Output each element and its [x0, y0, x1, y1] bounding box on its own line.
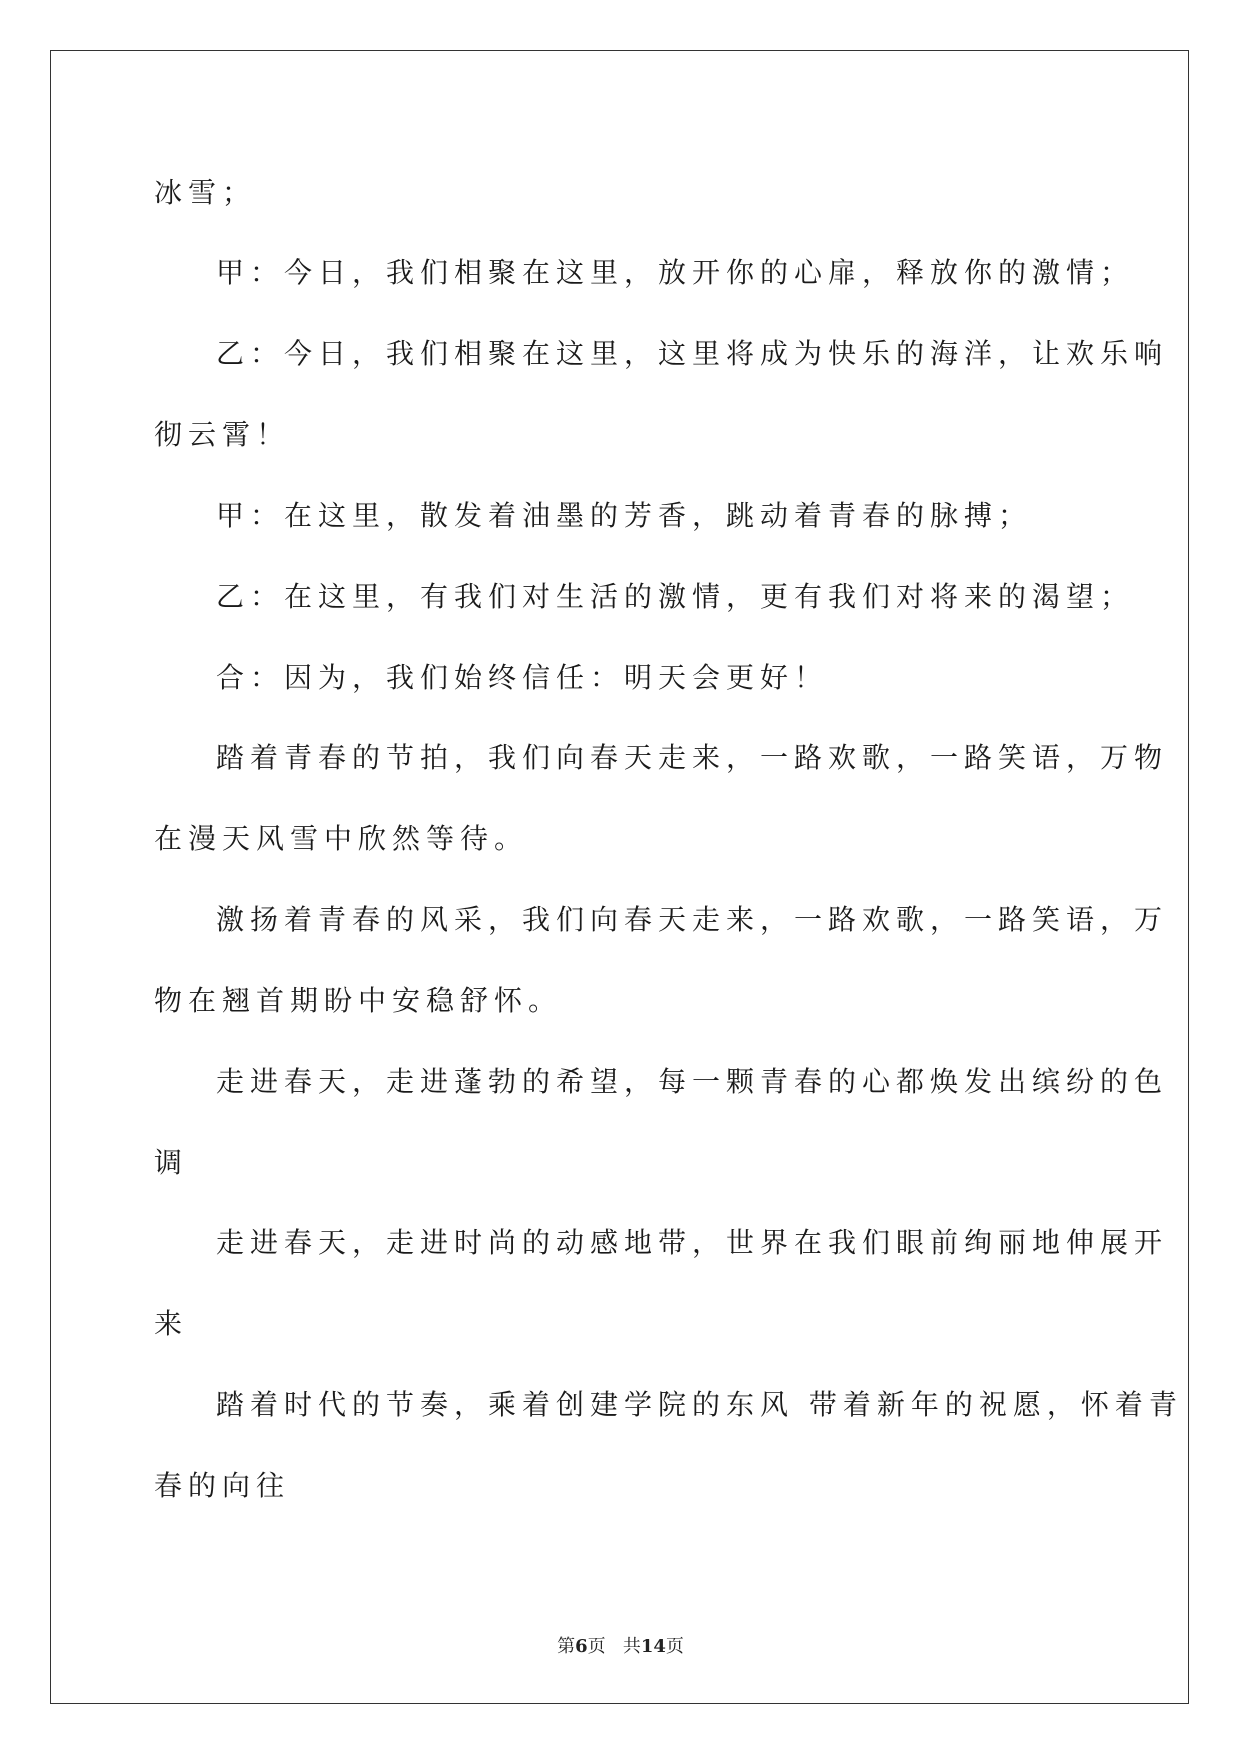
footer-total-prefix: 共 — [622, 1636, 641, 1657]
page-number: 6 — [575, 1636, 588, 1657]
text-line: 彻云霄！ — [154, 418, 291, 451]
page-frame — [50, 50, 1189, 1704]
text-line: 走进春天，走进蓬勃的希望，每一颗青春的心都焕发出缤纷的色 — [216, 1065, 1169, 1098]
text-line: 物在翘首期盼中安稳舒怀。 — [154, 984, 563, 1017]
footer-total-suffix: 页 — [665, 1636, 684, 1657]
footer-page-suffix: 页 — [587, 1636, 606, 1657]
text-line: 在漫天风雪中欣然等待。 — [154, 822, 529, 855]
text-line: 乙：在这里，有我们对生活的激情，更有我们对将来的渴望； — [216, 580, 1135, 613]
text-line: 激扬着青春的风采，我们向春天走来，一路欢歌，一路笑语，万 — [216, 903, 1169, 936]
footer-prefix: 第 — [557, 1636, 576, 1657]
page-footer — [0, 1632, 1241, 1658]
text-line: 踏着青春的节拍，我们向春天走来，一路欢歌，一路笑语，万物 — [216, 741, 1169, 774]
text-line: 来 — [154, 1307, 189, 1340]
text-line: 乙：今日，我们相聚在这里，这里将成为快乐的海洋，让欢乐响 — [216, 337, 1169, 370]
text-line: 冰雪； — [154, 176, 257, 209]
text-line: 走进春天，走进时尚的动感地带，世界在我们眼前绚丽地伸展开 — [216, 1226, 1169, 1259]
text-line: 甲：今日，我们相聚在这里，放开你的心扉，释放你的激情； — [216, 256, 1135, 289]
text-line: 合：因为，我们始终信任：明天会更好！ — [216, 661, 829, 694]
text-line: 甲：在这里，散发着油墨的芳香，跳动着青春的脉搏； — [216, 499, 1033, 532]
total-pages: 14 — [640, 1636, 666, 1657]
text-line: 调 — [154, 1146, 189, 1179]
text-line: 踏着时代的节奏，乘着创建学院的东风 带着新年的祝愿，怀着青 — [216, 1388, 1183, 1421]
text-line: 春的向往 — [154, 1469, 291, 1502]
